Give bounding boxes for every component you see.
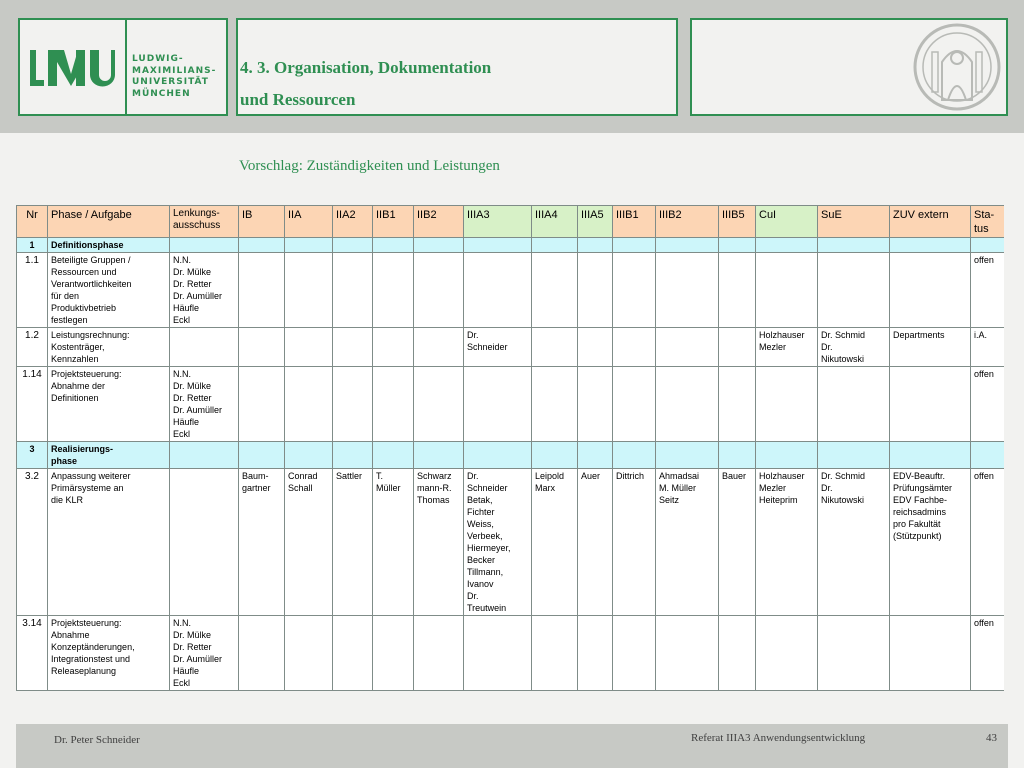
table-cell [414,616,464,691]
table-cell [333,442,373,469]
table-cell [818,238,890,253]
table-cell [239,253,285,328]
table-cell [239,328,285,367]
table-cell [170,442,239,469]
table-cell [414,367,464,442]
university-name [132,54,216,100]
table-cell [578,253,613,328]
table-cell [656,238,719,253]
table-cell [464,238,532,253]
table-header-row [17,206,1005,238]
phase-row [17,442,1005,469]
table-cell [578,328,613,367]
table-cell [656,616,719,691]
table-cell [818,442,890,469]
column-header: IIIB2 [656,206,719,238]
responsibilities-table-wrap [16,205,1004,705]
page-number: 43 [986,732,997,744]
column-header: Phase / Aufgabe [48,206,170,238]
table-cell: offen [971,616,1005,691]
table-cell: Leistungsrechnung: Kostenträger, Kennzahlen [48,328,170,367]
table-cell [239,238,285,253]
table-cell [656,442,719,469]
table-cell [464,253,532,328]
table-cell [818,616,890,691]
table-cell [414,442,464,469]
table-row [17,367,1005,442]
table-cell [971,442,1005,469]
footer-band [16,724,1008,768]
table-cell [285,442,333,469]
table-cell: 1.2 [17,328,48,367]
table-cell: Dittrich [613,469,656,616]
column-header: IIIA3 [464,206,532,238]
table-cell [373,238,414,253]
column-header: IIB2 [414,206,464,238]
table-cell [373,328,414,367]
table-cell: Projektsteuerung: Abnahme Konzeptänderungen, Integrationstest und Releaseplanung [48,616,170,691]
table-cell [285,328,333,367]
logo-divider [125,20,127,114]
table-cell [239,616,285,691]
table-cell [170,238,239,253]
table-cell [613,367,656,442]
table-cell [285,253,333,328]
table-cell [613,253,656,328]
lmu-logo [18,18,228,116]
column-header: IIIA4 [532,206,578,238]
table-cell [971,238,1005,253]
table-cell: Anpassung weiterer Primärsysteme an die KLR [48,469,170,616]
university-line-3: UNIVERSITÄT [132,77,209,87]
table-cell [756,253,818,328]
title-box [236,18,678,116]
table-cell [464,442,532,469]
table-cell: Holzhauser Mezler [756,328,818,367]
table-cell [239,442,285,469]
column-header: IIIB1 [613,206,656,238]
table-cell: Dr. Schneider [464,328,532,367]
table-cell [890,238,971,253]
table-cell [578,367,613,442]
column-header: Sta- tus [971,206,1005,238]
table-cell: offen [971,367,1005,442]
table-cell [818,253,890,328]
table-cell [333,253,373,328]
column-header: Nr [17,206,48,238]
table-cell: N.N. Dr. Mülke Dr. Retter Dr. Aumüller Häufle Eckl [170,367,239,442]
table-cell: i.A. [971,328,1005,367]
slide-subtitle: Vorschlag: Zuständigkeiten und Leistungen [239,158,500,174]
university-line-1: LUDWIG- [132,54,184,64]
column-header: ZUV extern [890,206,971,238]
column-header: IIA2 [333,206,373,238]
responsibilities-table [16,205,1004,691]
column-header: IB [239,206,285,238]
table-cell: Baum- gartner [239,469,285,616]
table-cell: N.N. Dr. Mülke Dr. Retter Dr. Aumüller Häufle Eckl [170,616,239,691]
table-cell [719,442,756,469]
table-cell [285,616,333,691]
table-cell: Leipold Marx [532,469,578,616]
table-cell [285,238,333,253]
table-cell [890,253,971,328]
table-cell [890,616,971,691]
table-cell: Holzhauser Mezler Heiteprim [756,469,818,616]
table-cell [333,367,373,442]
table-cell [373,253,414,328]
table-cell: Dr. Schmid Dr. Nikutowski [818,469,890,616]
table-cell [239,367,285,442]
table-cell [613,328,656,367]
table-cell [719,367,756,442]
footer-author: Dr. Peter Schneider [54,734,140,746]
table-cell [719,238,756,253]
table-cell [532,616,578,691]
table-cell [890,442,971,469]
table-cell: Schwarz mann-R. Thomas [414,469,464,616]
table-cell: offen [971,253,1005,328]
table-cell [333,238,373,253]
table-cell: 1.1 [17,253,48,328]
table-row [17,616,1005,691]
table-cell [373,616,414,691]
table-cell [656,253,719,328]
seal-box [690,18,1008,116]
table-cell: 3.14 [17,616,48,691]
lmu-logo-mark [28,48,116,88]
table-cell [656,328,719,367]
table-cell [285,367,333,442]
table-cell: Beteiligte Gruppen / Ressourcen und Verantwortlichkeiten für den Produktivbetrieb festlegen [48,253,170,328]
table-cell: 3.2 [17,469,48,616]
table-cell [333,328,373,367]
column-header: IIB1 [373,206,414,238]
table-cell: Conrad Schall [285,469,333,616]
table-cell: Ahmadsai M. Müller Seitz [656,469,719,616]
slide-title-line-2: und Ressourcen [240,90,356,109]
column-header: IIIA5 [578,206,613,238]
table-cell [890,367,971,442]
table-cell [613,442,656,469]
table-cell: 1.14 [17,367,48,442]
table-cell [373,442,414,469]
table-row [17,469,1005,616]
table-cell [719,253,756,328]
table-cell [578,616,613,691]
table-cell [464,367,532,442]
table-row [17,328,1005,367]
table-cell: N.N. Dr. Mülke Dr. Retter Dr. Aumüller Häufle Eckl [170,253,239,328]
table-cell [532,328,578,367]
university-line-4: MÜNCHEN [132,88,191,99]
table-cell [756,238,818,253]
footer-department: Referat IIIA3 Anwendungsentwicklung [691,732,866,744]
column-header: CuI [756,206,818,238]
table-cell [333,616,373,691]
column-header: Lenkungs- ausschuss [170,206,239,238]
table-cell: 1 [17,238,48,253]
table-cell: Dr. Schneider Betak, Fichter Weiss, Verbeek, Hiermeyer, Becker Tillmann, Ivanov Dr. Treutwein [464,469,532,616]
column-header: IIIB5 [719,206,756,238]
table-cell: offen [971,469,1005,616]
table-cell [170,328,239,367]
table-cell [532,253,578,328]
table-cell: Sattler [333,469,373,616]
table-cell: Dr. Schmid Dr. Nikutowski [818,328,890,367]
table-cell: Realisierungs- phase [48,442,170,469]
table-cell: Projektsteuerung: Abnahme der Definitionen [48,367,170,442]
table-cell: Bauer [719,469,756,616]
column-header: SuE [818,206,890,238]
table-cell: 3 [17,442,48,469]
table-cell [756,367,818,442]
table-cell [170,469,239,616]
table-cell [756,442,818,469]
table-cell [373,367,414,442]
phase-row [17,238,1005,253]
university-seal-icon [902,22,1002,112]
table-cell [414,238,464,253]
table-cell: EDV-Beauftr. Prüfungsämter EDV Fachbe- reichsadmins pro Fakultät (Stützpunkt) [890,469,971,616]
slide-title-line-1: 4. 3. Organisation, Dokumentation [240,58,492,77]
table-cell [719,616,756,691]
table-cell [578,442,613,469]
table-cell [756,616,818,691]
table-cell [719,328,756,367]
table-cell [656,367,719,442]
table-cell [464,616,532,691]
university-line-2: MAXIMILIANS- [132,65,217,76]
table-cell [414,253,464,328]
table-cell: Definitionsphase [48,238,170,253]
table-cell [578,238,613,253]
slide-title [240,52,491,116]
table-cell [532,442,578,469]
table-row [17,253,1005,328]
column-header: IIA [285,206,333,238]
table-cell: Auer [578,469,613,616]
table-cell [818,367,890,442]
table-cell [414,328,464,367]
table-cell: Departments [890,328,971,367]
table-body [17,238,1005,691]
table-cell [613,616,656,691]
table-cell [532,367,578,442]
table-cell [532,238,578,253]
table-cell: T. Müller [373,469,414,616]
table-cell [613,238,656,253]
